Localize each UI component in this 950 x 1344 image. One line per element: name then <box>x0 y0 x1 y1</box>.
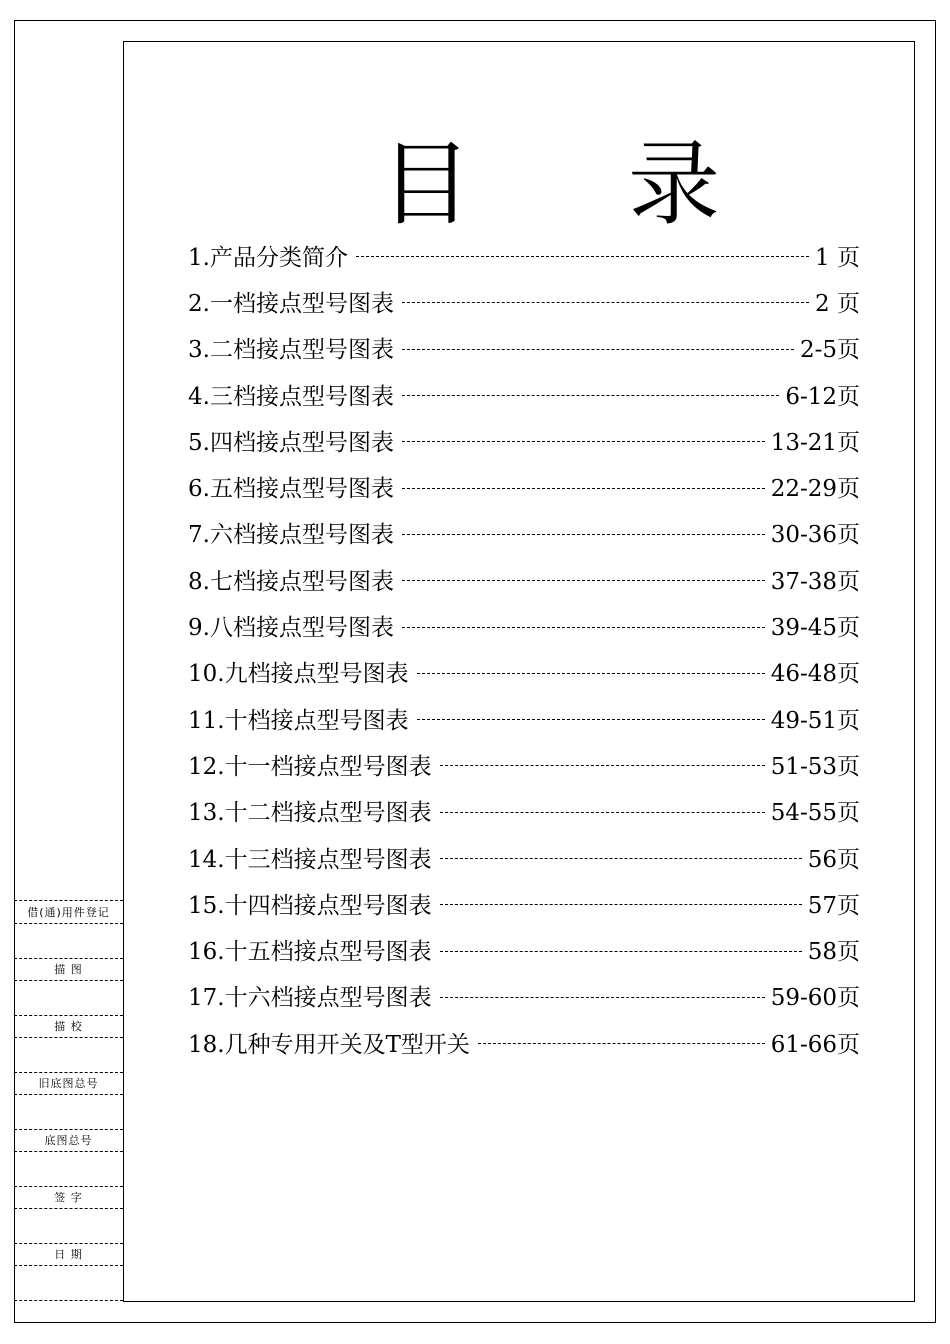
title-char-2: 录 <box>627 131 720 238</box>
toc-entry-page: 49-51页 <box>770 707 860 734</box>
toc-entry-label: 4.三档接点型号图表 <box>188 378 402 411</box>
toc-leader-line <box>478 1043 765 1044</box>
toc-leader-line <box>440 997 765 998</box>
toc-entry[interactable] <box>188 463 860 509</box>
toc-leader-line <box>402 302 809 303</box>
table-of-contents <box>188 232 860 1065</box>
toc-entry-label: 13.十二档接点型号图表 <box>188 794 440 827</box>
record-dashed-line <box>14 1208 123 1209</box>
record-label-trace-check: 描 校 <box>54 1020 83 1033</box>
toc-entry[interactable] <box>188 973 860 1019</box>
record-dashed-line <box>14 1037 123 1038</box>
toc-entry[interactable] <box>188 649 860 695</box>
toc-entry-page: 39-45页 <box>770 615 860 642</box>
toc-entry-page: 51-53页 <box>770 753 860 780</box>
record-label-date: 日 期 <box>54 1248 83 1261</box>
toc-entry-page: 37-38页 <box>770 568 860 595</box>
toc-entry-page: 56页 <box>807 846 860 873</box>
toc-leader-line <box>402 627 765 628</box>
record-dashed-line <box>14 923 123 924</box>
record-dashed-line <box>14 1243 123 1244</box>
toc-leader-line <box>417 719 765 720</box>
toc-entry-page: 57页 <box>807 892 860 919</box>
page-title <box>380 130 720 240</box>
toc-leader-line <box>402 534 765 535</box>
record-dashed-line <box>14 1151 123 1152</box>
toc-entry-page: 2-5页 <box>799 337 860 364</box>
toc-entry-page: 1 页 <box>815 244 860 271</box>
toc-entry-page: 22-29页 <box>770 476 860 503</box>
toc-entry[interactable] <box>188 371 860 417</box>
toc-entry-label: 14.十三档接点型号图表 <box>188 841 440 874</box>
toc-entry[interactable] <box>188 417 860 463</box>
toc-entry-page: 59-60页 <box>770 985 860 1012</box>
toc-entry-label: 1.产品分类简介 <box>188 239 356 272</box>
toc-entry[interactable] <box>188 880 860 926</box>
toc-entry[interactable] <box>188 695 860 741</box>
toc-entry[interactable] <box>188 510 860 556</box>
toc-leader-line <box>402 441 765 442</box>
record-label-master-no: 底图总号 <box>44 1134 93 1147</box>
toc-entry-label: 5.四档接点型号图表 <box>188 424 402 457</box>
toc-entry-label: 18.几种专用开关及T型开关 <box>188 1026 478 1059</box>
toc-entry-page: 46-48页 <box>770 661 860 688</box>
record-dashed-line <box>14 1129 123 1130</box>
toc-leader-line <box>402 580 765 581</box>
record-dashed-line <box>14 1265 123 1266</box>
toc-entry-page: 61-66页 <box>770 1031 860 1058</box>
toc-leader-line <box>402 349 794 350</box>
toc-entry[interactable] <box>188 325 860 371</box>
toc-entry-label: 2.一档接点型号图表 <box>188 285 402 318</box>
record-dashed-line <box>14 1072 123 1073</box>
record-label-signature: 签 字 <box>54 1191 83 1204</box>
toc-entry[interactable] <box>188 232 860 278</box>
record-dashed-line <box>14 1300 123 1301</box>
toc-leader-line <box>402 488 765 489</box>
toc-entry[interactable] <box>188 926 860 972</box>
toc-leader-line <box>440 765 765 766</box>
toc-entry[interactable] <box>188 278 860 324</box>
record-dashed-line <box>14 1186 123 1187</box>
toc-leader-line <box>440 858 802 859</box>
record-dashed-line <box>14 958 123 959</box>
toc-entry-label: 9.八档接点型号图表 <box>188 609 402 642</box>
toc-entry-label: 8.七档接点型号图表 <box>188 563 402 596</box>
toc-entry[interactable] <box>188 741 860 787</box>
record-dashed-line <box>14 980 123 981</box>
toc-leader-line <box>356 256 809 257</box>
toc-entry[interactable] <box>188 602 860 648</box>
record-label-old-master-no: 旧底图总号 <box>38 1077 99 1090</box>
toc-entry-page: 54-55页 <box>770 800 860 827</box>
record-dashed-line <box>14 900 123 901</box>
toc-entry-page: 30-36页 <box>770 522 860 549</box>
toc-entry-label: 17.十六档接点型号图表 <box>188 979 440 1012</box>
toc-leader-line <box>417 673 765 674</box>
toc-entry-page: 6-12页 <box>785 383 860 410</box>
toc-leader-line <box>440 812 765 813</box>
toc-entry-label: 3.二档接点型号图表 <box>188 331 402 364</box>
toc-entry-label: 12.十一档接点型号图表 <box>188 748 440 781</box>
toc-leader-line <box>440 904 802 905</box>
toc-entry[interactable] <box>188 788 860 834</box>
toc-entry[interactable] <box>188 556 860 602</box>
toc-leader-line <box>440 951 802 952</box>
record-dashed-line <box>14 1015 123 1016</box>
toc-entry-label: 11.十档接点型号图表 <box>188 702 417 735</box>
toc-leader-line <box>402 395 779 396</box>
toc-entry-label: 16.十五档接点型号图表 <box>188 933 440 966</box>
title-char-1: 目 <box>380 131 473 238</box>
toc-entry-label: 15.十四档接点型号图表 <box>188 887 440 920</box>
toc-entry-page: 13-21页 <box>770 429 860 456</box>
toc-entry-page: 2 页 <box>815 290 860 317</box>
record-dashed-line <box>14 1094 123 1095</box>
record-label-tracing: 描 图 <box>54 963 83 976</box>
toc-entry[interactable] <box>188 834 860 880</box>
toc-entry[interactable] <box>188 1019 860 1065</box>
record-label-borrowed-parts: 借(通)用件登记 <box>27 906 110 919</box>
toc-entry-label: 7.六档接点型号图表 <box>188 516 402 549</box>
toc-entry-page: 58页 <box>807 939 860 966</box>
toc-entry-label: 10.九档接点型号图表 <box>188 655 417 688</box>
toc-entry-label: 6.五档接点型号图表 <box>188 470 402 503</box>
